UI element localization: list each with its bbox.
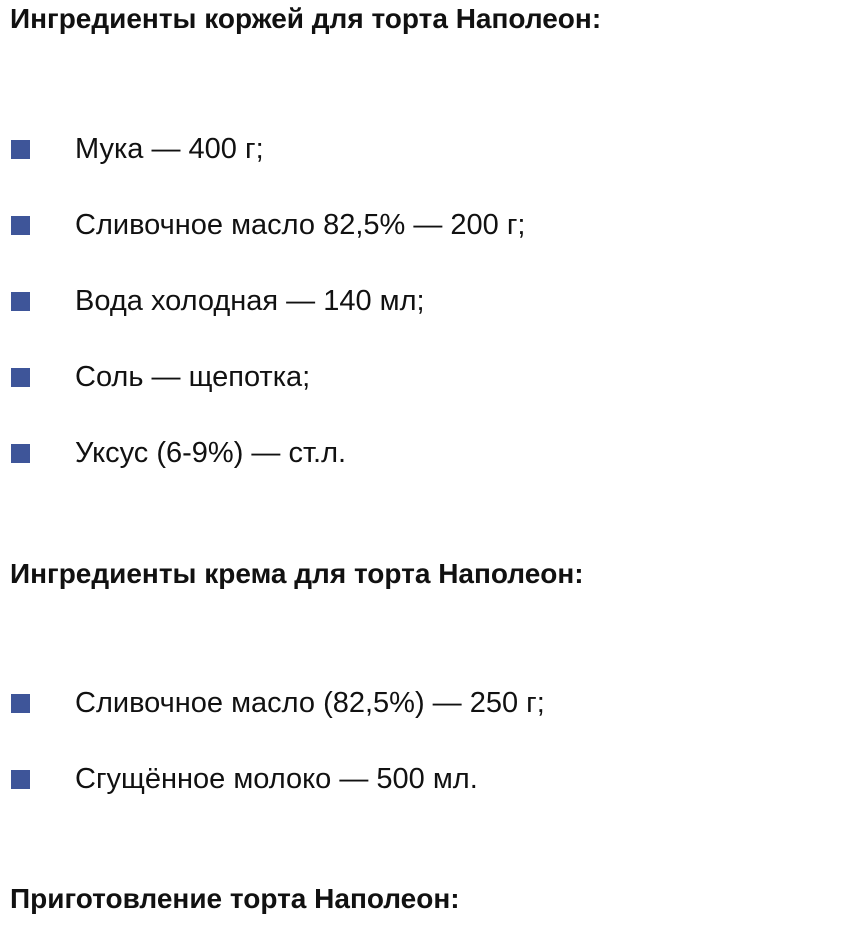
list-item-text: Уксус (6-9%) — ст.л. bbox=[75, 437, 347, 469]
list-item-text: Вода холодная — 140 мл; bbox=[75, 285, 425, 317]
section-heading-crust: Ингредиенты коржей для торта Наполеон: bbox=[10, 3, 602, 34]
section-heading-preparation: Приготовление торта Наполеон: bbox=[10, 883, 460, 914]
square-bullet-icon bbox=[11, 444, 30, 463]
list-item-text: Сливочное масло (82,5%) — 250 г; bbox=[75, 687, 545, 719]
list-item-text: Соль — щепотка; bbox=[75, 361, 311, 393]
list-item-text: Сливочное масло 82,5% — 200 г; bbox=[75, 209, 526, 241]
list-item-text: Сгущённое молоко — 500 мл. bbox=[75, 763, 478, 795]
square-bullet-icon bbox=[11, 694, 30, 713]
square-bullet-icon bbox=[11, 140, 30, 159]
square-bullet-icon bbox=[11, 216, 30, 235]
list-item-text: Мука — 400 г; bbox=[75, 133, 264, 165]
square-bullet-icon bbox=[11, 292, 30, 311]
square-bullet-icon bbox=[11, 770, 30, 789]
square-bullet-icon bbox=[11, 368, 30, 387]
section-heading-cream: Ингредиенты крема для торта Наполеон: bbox=[10, 558, 584, 589]
